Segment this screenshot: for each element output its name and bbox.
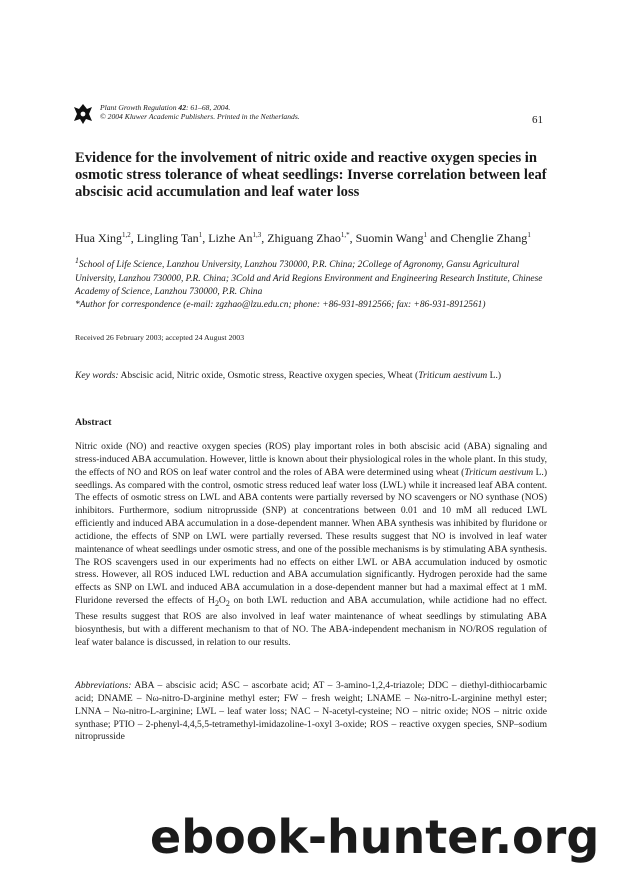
received-dates: Received 26 February 2003; accepted 24 August 2003 [75,333,245,342]
author-affiliation-marker: 1,* [340,231,350,239]
h2o2-subscript: 2 [214,599,219,609]
abbreviations-text: ABA – abscisic acid; ASC – ascorbate acid; AT – 3-amino-1,2,4-triazole; DDC – diethyl-dithiocarbamic acid; DNAME – Nω-nitro-D-arginine methyl ester; FW – fresh weight; LNAME – Nω-nitro-L-arginine methyl ester; LNNA – Nω-nitro-L-arginine; LWL – leaf water loss; NAC – N-acetyl-cysteine; NO – nitric oxide; NOS – nitric oxide synthase; PTIO – 2-phenyl-4,4,5,5-tetramethyl-imidazoline-1-oxyl 3-oxide; ROS – reactive oxygen species, SNP–sodium nitroprusside [75,680,547,743]
author-list [75,228,545,246]
keywords-species: Triticum aestivum [418,370,488,381]
publisher-logo-icon [73,103,93,125]
author-name: Hua Xing [75,231,122,245]
author-name: Suomin Wang [355,231,424,245]
abbreviations-label: Abbreviations: [75,680,132,691]
keywords-text: Abscisic acid, Nitric oxide, Osmotic stress, Reactive oxygen species, Wheat ( [120,370,419,381]
journal-citation [100,103,300,112]
journal-header [100,103,300,121]
abstract-species: Triticum aestivum [464,466,534,478]
author-name: Lingling Tan [136,231,199,245]
journal-volume: 42 [178,103,186,112]
author-name: Zhiguang Zhao [267,231,341,245]
keywords [75,369,545,382]
author-affiliation-marker: 1 [198,231,203,239]
journal-name: Plant Growth Regulation [100,103,177,112]
abstract-part-3: on both LWL reduction and ABA accumulation, while actidione had no effect. These results suggest that ROS are also involved in leaf water maintenance of wheat seedlings by stimulating ABA biosynthesis, but with a different mechanism to that of NO. The ABA-independent mechanism in NO/ROS regulation of leaf water balance is discussed, in relation to our results. [75,595,547,648]
abstract-heading: Abstract [75,417,112,428]
affiliations [75,254,545,313]
watermark-text: ebook-hunter.org [150,810,600,864]
author-separator: , [261,231,268,245]
author-separator: , [202,231,209,245]
abstract-body [75,441,547,649]
correspondence-note: *Author for correspondence (e-mail: zgzhao@lzu.edu.cn; phone: +86-931-8912566; fax: +86-931-8912561) [75,300,486,311]
page-number: 61 [532,114,543,126]
author-affiliation-marker: 1 [527,231,531,239]
author-name: Lizhe An [208,231,253,245]
author-name: Chenglie Zhang [450,231,528,245]
author-separator: , [130,231,137,245]
h2o2-subscript-2: 2 [225,599,230,609]
keywords-label: Key words: [75,370,119,381]
author-affiliation-marker: 1,2 [122,231,131,239]
author-separator: and [427,231,451,245]
article-title: Evidence for the involvement of nitric oxide and reactive oxygen species in osmotic stress tolerance of wheat seedlings: Inverse correlation between leaf abscisic acid accumulation and leaf water loss [75,150,547,200]
h2o2-o: O [218,595,226,607]
copyright-line: © 2004 Kluwer Academic Publishers. Printed in the Netherlands. [100,112,300,121]
author-separator: , [349,231,356,245]
abstract-part-1: Nitric oxide (NO) and reactive oxygen species (ROS) play important roles in both abscisic acid (ABA) signaling and stress-induced ABA accumulation. However, little is known about their physiological roles in the whole plant. In this study, the effects of NO and ROS on leaf water control and the roles of ABA were determined using wheat ( [75,441,547,478]
author-affiliation-marker: 1,3 [252,231,262,239]
affiliation-text: School of Life Science, Lanzhou University, Lanzhou 730000, P.R. China; 2College of Agronomy, Gansu Agricultural University, Lanzhou 730000, P.R. China; 3Cold and Arid Regions Environment and Engineering Research Institute, Chinese Academy of Science, Lanzhou 730000, P.R. China [75,260,543,297]
keywords-end: L.) [487,370,502,381]
abbreviations [75,680,547,744]
abstract-part-2: L.) seedlings. As compared with the control, osmotic stress reduced leaf water loss (LWL) while it increased leaf ABA content. The effects of osmotic stress on LWL and ABA contents were partially reversed by NO scavengers or NO synthase (NOS) inhibitors. Furthermore, sodium nitroprusside (SNP) at concentrations between 0.01 and 10 mM all reduced LWL efficiently and induced ABA accumulation in a dose-dependent manner. When ABA synthesis was inhibited by fluridone or actidione, the effects of SNP on LWL were partially reversed. These results suggest that NO is involved in leaf water maintenance of wheat seedlings under osmotic stress, and one of the possible mechanisms is by stimulating ABA synthesis. The ROS scavengers used in our experiments had no effects on either LWL or ABA accumulation induced by osmotic stress. However, all ROS induced LWL reduction and ABA accumulation significantly. Hydrogen peroxide had the same effects as SNP on LWL and induced ABA accumulation in a dose-dependent manner but had a maximal effect at 1 mM. Fluridone reversed the effects of H [75,466,547,607]
journal-pages: : 61–68, 2004. [186,103,231,112]
affiliation-marker: 1 [75,256,79,265]
author-affiliation-marker: 1 [423,231,427,239]
